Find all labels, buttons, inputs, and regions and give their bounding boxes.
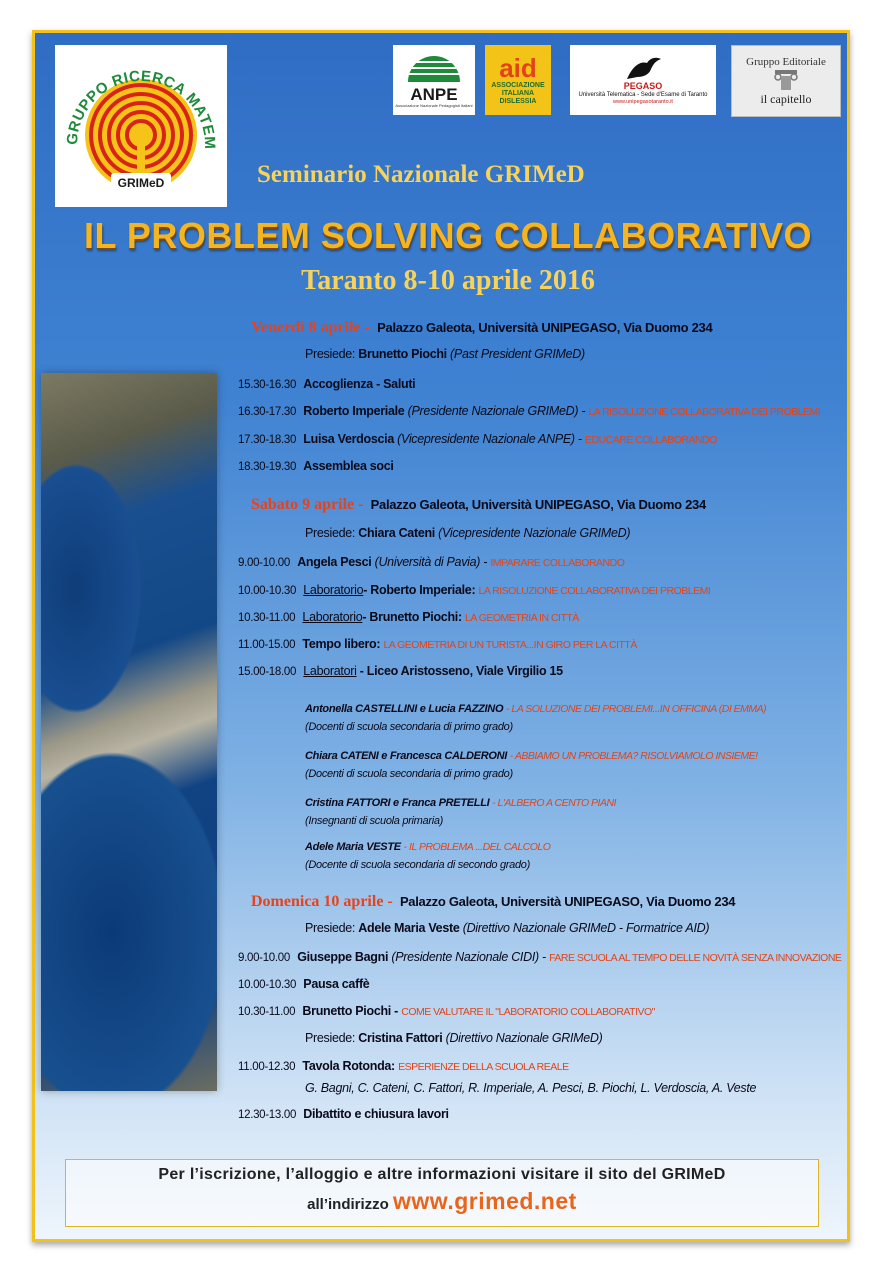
friday-chair	[305, 347, 585, 361]
round-table-row	[238, 1059, 569, 1073]
capitello-logo	[731, 45, 841, 117]
session-label: Laboratori	[303, 664, 357, 678]
schedule-row	[238, 404, 820, 418]
speaker-name: - Brunetto Piochi:	[362, 610, 462, 624]
workshop-topic: - LA SOLUZIONE DEI PROBLEMI...IN OFFICINA (DI EMMA)	[505, 703, 767, 715]
schedule-row	[238, 950, 841, 964]
schedule-row	[238, 1004, 655, 1018]
time-slot: 9.00-10.00	[238, 952, 290, 964]
poster	[32, 30, 850, 1242]
session-title: Pausa caffè	[303, 977, 370, 991]
event-dates: Taranto 8-10 aprile 2016	[301, 265, 595, 296]
anpe-globe-icon	[404, 52, 464, 86]
workshop-authors: Cristina FATTORI e Franca PRETELLI	[305, 797, 490, 809]
speaker-name: Giuseppe Bagni	[297, 950, 389, 964]
session-title: Tavola Rotonda:	[302, 1059, 395, 1073]
sunday-day: Domenica 10 aprile -	[251, 893, 393, 910]
schedule-row	[238, 583, 710, 597]
chair-label: Presiede:	[305, 526, 356, 540]
anpe-logo	[393, 45, 475, 115]
speaker-name: Roberto Imperiale	[303, 404, 405, 418]
schedule-row	[238, 664, 563, 678]
footer-prefix: all’indirizzo	[307, 1196, 389, 1213]
workshop-topic: - ABBIAMO UN PROBLEMA? RISOLVIAMOLO INSIEME!	[509, 750, 758, 762]
workshop-item	[305, 703, 766, 715]
website-link[interactable]: www.grimed.net	[393, 1188, 577, 1214]
aid-sub2: ITALIANA	[501, 90, 535, 97]
chair-role: (Direttivo Nazionale GRIMeD)	[445, 1031, 603, 1045]
talk-topic: LA GEOMETRIA IN CITTÀ	[465, 612, 579, 624]
chair-label: Presiede:	[305, 1031, 356, 1045]
workshop-item	[305, 797, 616, 809]
chair-label: Presiede:	[305, 921, 356, 935]
grimed-logo-name: GRIMeD	[117, 176, 165, 190]
session-title: Assemblea soci	[303, 459, 394, 473]
friday-day: Venerdì 8 aprile -	[251, 319, 370, 336]
friday-header	[251, 319, 712, 337]
session-title: Accoglienza - Saluti	[303, 377, 416, 391]
talk-topic: LA GEOMETRIA DI UN TURISTA...IN GIRO PER LA CITTÀ	[383, 639, 637, 651]
sunday-venue: Palazzo Galeota, Università UNIPEGASO, Via Duomo 234	[399, 894, 736, 909]
talk-topic: COME VALUTARE IL "LABORATORIO COLLABORATIVO"	[401, 1006, 655, 1018]
sunday-chair-2	[305, 1031, 603, 1045]
time-slot: 10.30-11.00	[238, 612, 296, 624]
friday-venue: Palazzo Galeota, Università UNIPEGASO, Via Duomo 234	[377, 320, 713, 335]
talk-topic: LA RISOLUZIONE COLLABORATIVA DEI PROBLEMI	[478, 585, 711, 597]
pegasus-icon	[623, 55, 663, 81]
talk-topic: EDUCARE COLLABORANDO	[584, 434, 717, 446]
workshop-audience: (Docenti di scuola secondaria di primo grado)	[305, 768, 513, 780]
speaker-name: Tempo libero:	[302, 637, 381, 651]
session-label: Laboratorio	[302, 610, 363, 624]
aid-sub3: DISLESSIA	[499, 98, 537, 105]
workshop-audience: (Insegnanti di scuola primaria)	[305, 815, 444, 827]
pegaso-subtitle: Università Telematica - Sede d'Esame di Taranto	[578, 91, 708, 98]
column-capital-icon	[773, 68, 799, 92]
sunday-chair	[305, 921, 709, 935]
schedule-row	[238, 637, 637, 651]
session-title: Dibattito e chiusura lavori	[303, 1107, 449, 1121]
saturday-day: Sabato 9 aprile -	[251, 496, 364, 513]
seminar-subtitle: Seminario Nazionale GRIMeD	[257, 161, 585, 188]
speaker-name: Angela Pesci	[297, 555, 372, 569]
speaker-role: (Università di Pavia) -	[374, 555, 488, 569]
time-slot: 10.00-10.30	[238, 585, 297, 597]
speaker-name: - Roberto Imperiale:	[363, 583, 476, 597]
speaker-role: (Presidente Nazionale CIDI) -	[391, 950, 546, 964]
time-slot: 11.00-15.00	[238, 639, 296, 651]
time-slot: 18.30-19.30	[238, 461, 297, 473]
sunday-header	[251, 893, 735, 911]
schedule-row	[238, 977, 369, 991]
workshop-audience: (Docenti di scuola secondaria di primo grado)	[305, 721, 513, 733]
chair-role: (Vicepresidente Nazionale GRIMeD)	[438, 526, 631, 540]
saturday-header	[251, 496, 706, 514]
time-slot: 11.00-12.30	[238, 1061, 296, 1073]
pegaso-url: www.unipegasotaranto.it	[613, 98, 673, 105]
time-slot: 9.00-10.00	[238, 557, 290, 569]
schedule-row	[238, 1107, 449, 1121]
chair-role: (Direttivo Nazionale GRIMeD - Formatrice AID)	[462, 921, 710, 935]
schedule-row	[238, 432, 717, 446]
time-slot: 17.30-18.30	[238, 434, 297, 446]
speaker-name: - Liceo Aristosseno, Viale Virgilio 15	[359, 664, 563, 678]
labyrinth-icon	[55, 45, 227, 207]
workshop-item	[305, 750, 758, 762]
speaker-role: (Vicepresidente Nazionale ANPE) -	[397, 432, 582, 446]
round-table-panel: G. Bagni, C. Cateni, C. Fattori, R. Imperiale, A. Pesci, B. Piochi, L. Verdoscia, A. Veste	[305, 1081, 757, 1095]
info-footer	[65, 1159, 819, 1227]
grimed-ring-text: GRUPPO RICERCA MATEM	[63, 67, 219, 150]
schedule-row	[238, 459, 394, 473]
chair-name: Chiara Cateni	[358, 526, 435, 540]
chair-name: Brunetto Piochi	[358, 347, 447, 361]
workshop-topic: - IL PROBLEMA ...DEL CALCOLO	[403, 841, 551, 853]
pegaso-name: PEGASO	[623, 80, 663, 91]
saturday-venue: Palazzo Galeota, Università UNIPEGASO, Via Duomo 234	[370, 497, 706, 512]
chair-role: (Past President GRIMeD)	[450, 347, 585, 361]
capitello-bottom: il capitello	[760, 91, 812, 106]
capitello-top: Gruppo Editoriale	[746, 55, 826, 68]
chair-label: Presiede:	[305, 347, 356, 361]
aid-logo	[485, 45, 551, 115]
anpe-subtitle: Associazione Nazionale Pedagogisti Italiani	[395, 103, 473, 108]
session-label: Laboratorio	[303, 583, 364, 597]
workshop-audience: (Docente di scuola secondaria di secondo grado)	[305, 859, 530, 871]
workshop-authors: Adele Maria VESTE	[305, 841, 401, 853]
time-slot: 10.30-11.00	[238, 1006, 296, 1018]
saturday-chair	[305, 526, 630, 540]
footer-line2	[66, 1188, 818, 1215]
speaker-role: -	[394, 1004, 399, 1018]
pegaso-logo	[570, 45, 716, 115]
aid-sub1: ASSOCIAZIONE	[491, 82, 545, 89]
footer-line1: Per l’iscrizione, l’alloggio e altre informazioni visitare il sito del GRIMeD	[158, 1166, 726, 1183]
talk-topic: ESPERIENZE DELLA SCUOLA REALE	[398, 1061, 569, 1073]
time-slot: 15.00-18.00	[238, 666, 297, 678]
workshop-authors: Antonella CASTELLINI e Lucia FAZZINO	[305, 703, 504, 715]
talk-topic: IMPARARE COLLABORANDO	[490, 557, 625, 569]
schedule-row	[238, 555, 624, 569]
talk-topic: FARE SCUOLA AL TEMPO DELLE NOVITÀ SENZA INNOVAZIONE	[549, 952, 842, 964]
satellite-photo	[41, 373, 217, 1091]
grimed-logo	[55, 45, 227, 207]
aid-name: aid	[499, 53, 537, 83]
schedule-row	[238, 377, 415, 391]
speaker-name: Luisa Verdoscia	[303, 432, 394, 446]
speaker-name: Brunetto Piochi	[302, 1004, 391, 1018]
workshop-item	[305, 841, 550, 853]
time-slot: 16.30-17.30	[238, 406, 297, 418]
chair-name: Cristina Fattori	[358, 1031, 443, 1045]
chair-name: Adele Maria Veste	[358, 921, 460, 935]
page-title: IL PROBLEM SOLVING COLLABORATIVO	[83, 215, 812, 256]
time-slot: 12.30-13.00	[238, 1109, 297, 1121]
time-slot: 10.00-10.30	[238, 979, 297, 991]
workshop-authors: Chiara CATENI e Francesca CALDERONI	[305, 750, 508, 762]
anpe-name: ANPE	[410, 85, 458, 104]
schedule-row	[238, 610, 579, 624]
workshop-topic: - L'ALBERO A CENTO PIANI	[492, 797, 616, 809]
talk-topic: LA RISOLUZIONE COLLABORATIVA DEI PROBLEMI	[588, 406, 821, 418]
speaker-role: (Presidente Nazionale GRIMeD) -	[407, 404, 586, 418]
time-slot: 15.30-16.30	[238, 379, 297, 391]
